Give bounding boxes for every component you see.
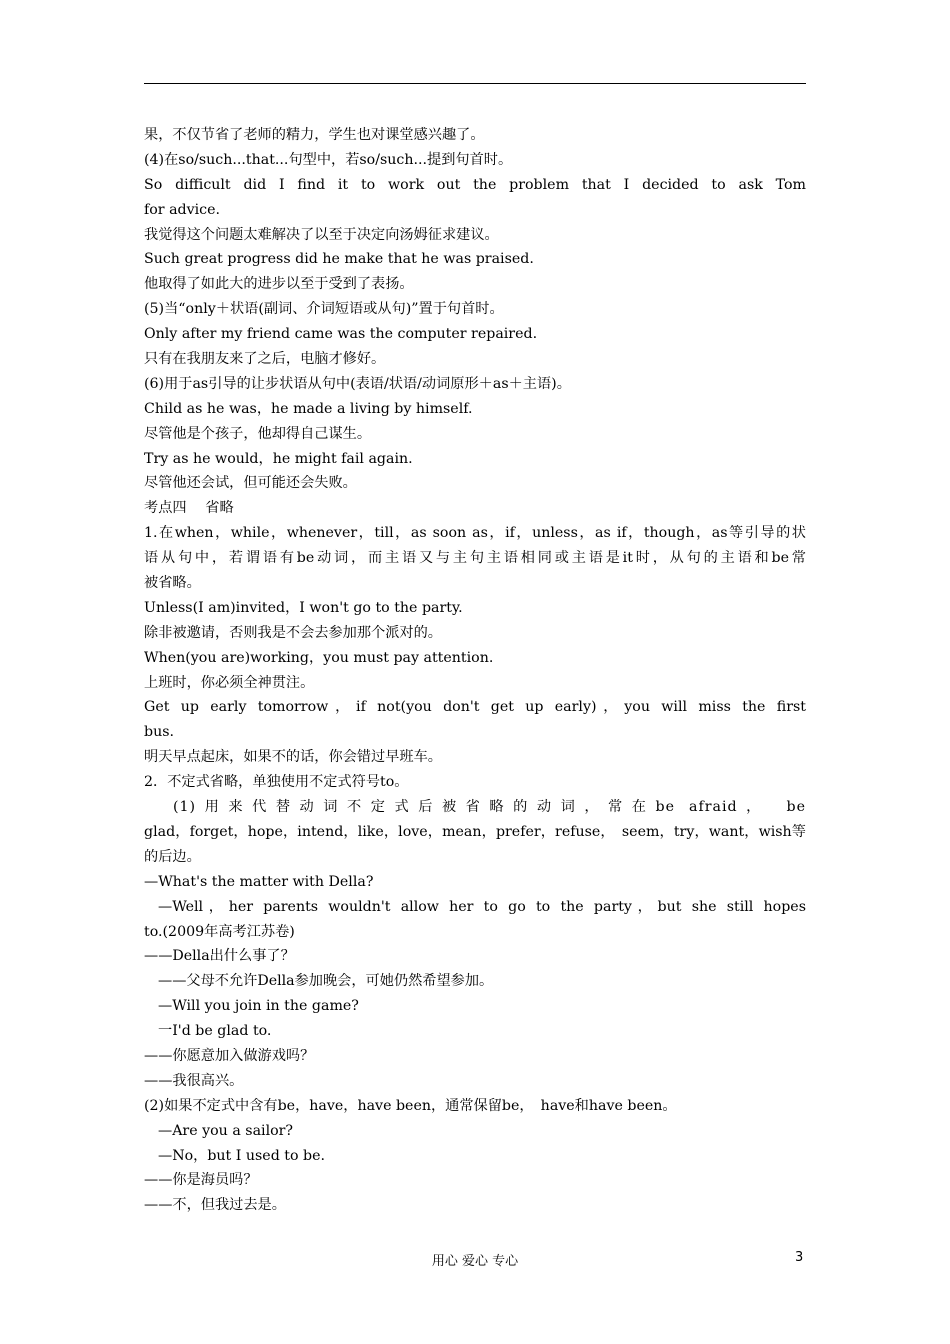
text-line: 一I'd be glad to.: [158, 1023, 272, 1040]
text-line: 除非被邀请，否则我是不会去参加那个派对的。: [144, 624, 442, 641]
text-line: ——Della出什么事了？: [144, 948, 295, 965]
text-line: (4)在so/such...that...句型中，若so/such...提到句首时。: [144, 151, 513, 168]
text-line: 被省略。: [144, 575, 201, 592]
text-line: 上班时，你必须全神贯注。: [144, 674, 315, 691]
text-line: for advice.: [144, 201, 221, 218]
text-line: ——你是海员吗？: [144, 1172, 258, 1189]
text-line: Such great progress did he make that he was praised.: [144, 251, 534, 268]
text-line: 2．不定式省略，单独使用不定式符号to。: [144, 774, 409, 791]
text-line: Unless(I am)invited，I won't go to the party.: [144, 599, 463, 616]
text-line: 明天早点起床，如果不的话，你会错过早班车。: [144, 749, 442, 766]
text-line: to.(2009年高考江苏卷): [144, 923, 295, 940]
text-line: (2)如果不定式中含有be，have，have been，通常保留be， have和have been。: [144, 1097, 677, 1114]
header-rule: [144, 83, 806, 84]
text-line: ——我很高兴。: [144, 1072, 244, 1089]
text-line: —What's the matter with Della?: [144, 873, 374, 890]
text-line: 只有在我朋友来了之后，电脑才修好。: [144, 351, 386, 368]
text-line: ——父母不允许Della参加晚会，可她仍然希望参加。: [158, 973, 494, 990]
text-line: 尽管他还会试，但可能还会失败。: [144, 475, 357, 492]
text-line: Child as he was，he made a living by himself.: [144, 400, 473, 417]
text-line: 的后边。: [144, 848, 201, 865]
text-line: When(you are)working，you must pay attention.: [144, 649, 494, 666]
text-line: —Will you join in the game?: [158, 998, 359, 1015]
text-line: ——你愿意加入做游戏吗？: [144, 1047, 315, 1064]
text-line: glad，forget，hope，intend，like，love，mean，prefer，refuse， seem，try，want，wish等: [144, 823, 806, 840]
text-line: 语从句中，若谓语有be动词，而主语又与主句主语相同或主语是it时，从句的主语和be常: [144, 550, 806, 567]
text-line: —No，but I used to be.: [158, 1147, 326, 1164]
text-line: 我觉得这个问题太难解决了以至于决定向汤姆征求建议。: [144, 226, 499, 243]
text-line: —Well，her parents wouldn't allow her to go to the party，but she still hopes: [158, 898, 806, 915]
text-line: 果，不仅节省了老师的精力，学生也对课堂感兴趣了。: [144, 127, 485, 143]
text-line: 1.在when，while，whenever，till，as soon as，if，unless，as if，though，as等引导的状: [144, 525, 806, 542]
text-line: So difficult did I find it to work out the problem that I decided to ask Tom: [144, 176, 806, 193]
document-body: [144, 123, 806, 1218]
text-line: Only after my friend came was the computer repaired.: [144, 326, 538, 343]
text-line: bus.: [144, 724, 175, 741]
section-heading: 考点四 省略: [144, 500, 234, 517]
text-line: (1)用来代替动词不定式后被省略的动词，常在be afraid， be: [173, 799, 806, 816]
text-line: ——不，但我过去是。: [144, 1197, 286, 1214]
text-line: —Are you a sailor?: [158, 1122, 294, 1139]
text-line: (5)当“only＋状语(副词、介词短语或从句)”置于句首时。: [144, 301, 504, 318]
text-line: (6)用于as引导的让步状语从句中(表语/状语/动词原形＋as＋主语)。: [144, 375, 571, 392]
text-line: 尽管他是个孩子，他却得自己谋生。: [144, 425, 372, 442]
page-number: 3: [795, 1250, 804, 1265]
text-line: Try as he would，he might fail again.: [144, 450, 413, 467]
footer-slogan: 用心 爱心 专心: [431, 1254, 519, 1269]
text-line: 他取得了如此大的进步以至于受到了表扬。: [144, 276, 414, 293]
text-line: Get up early tomorrow，if not(you don't get up early)，you will miss the first: [144, 699, 806, 716]
